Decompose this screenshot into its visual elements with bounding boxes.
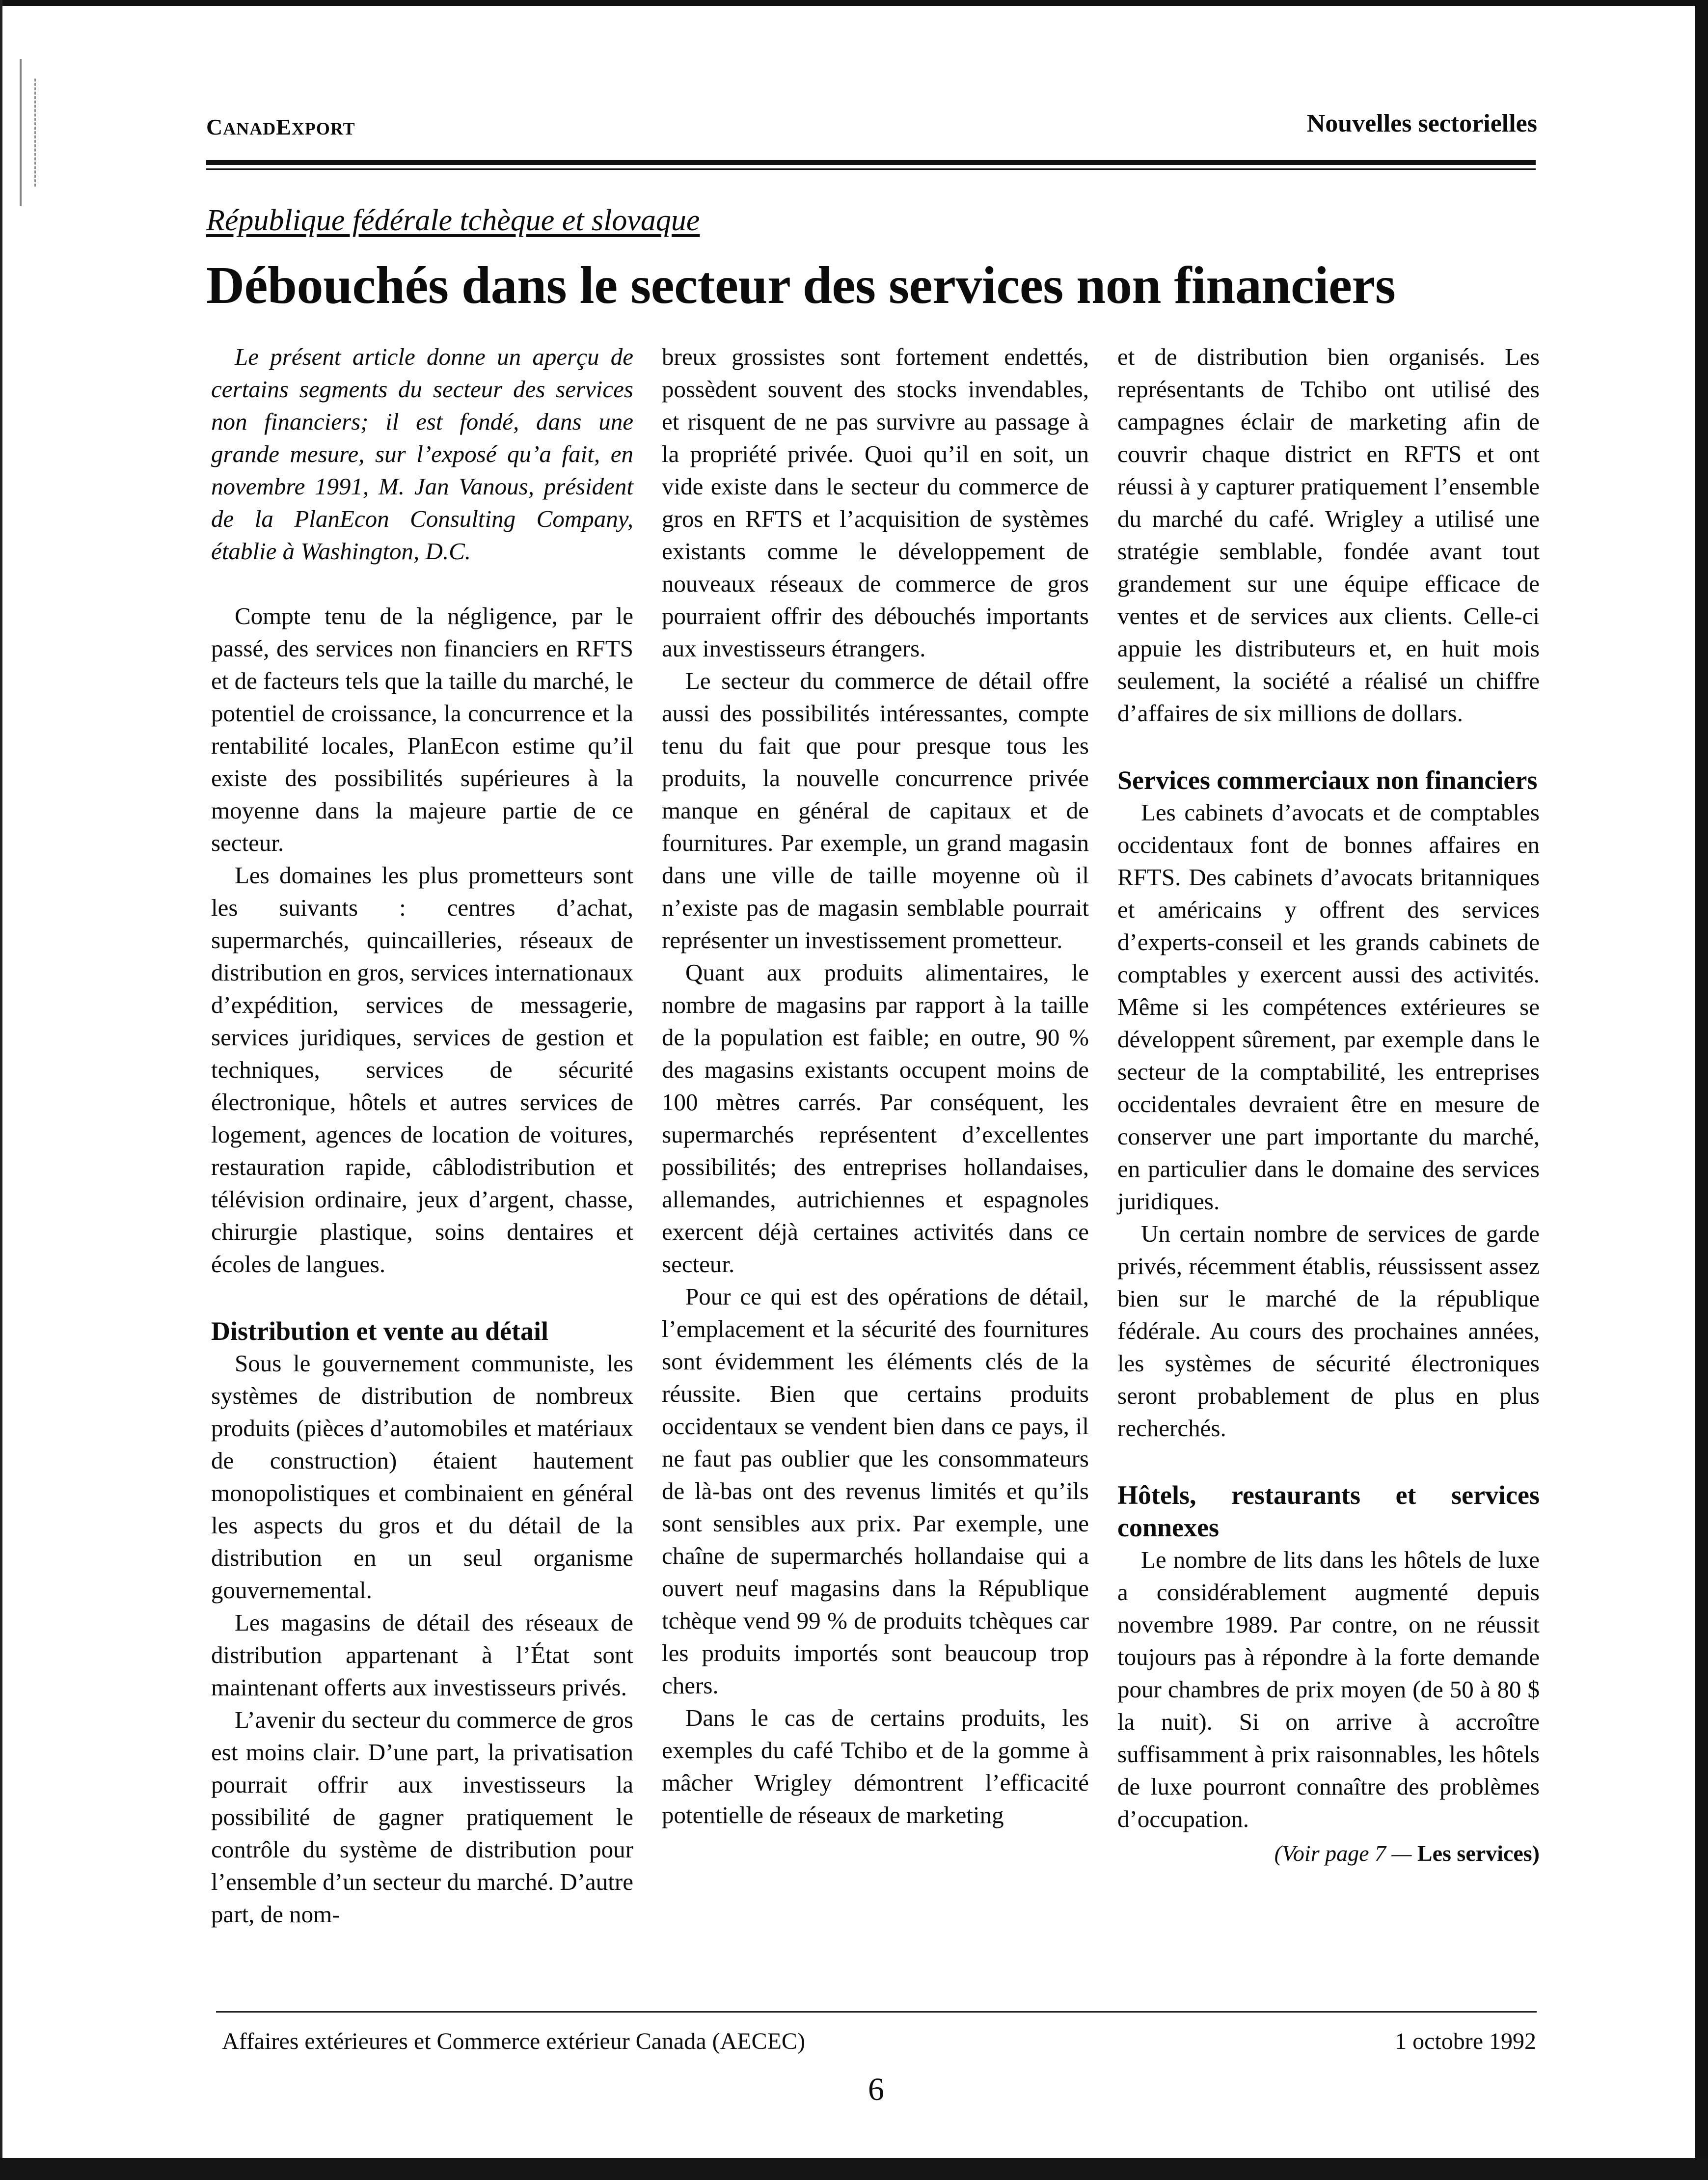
scan-border-left xyxy=(0,0,2,2180)
footer-rule xyxy=(216,2011,1537,2013)
body-paragraph: Dans le cas de certains produits, les exemples du café Tchibo et de la gomme à mâcher Wrigley démontrent l’efficacité potentielle de réseaux de marketing xyxy=(662,1704,1089,1828)
header-rule-thick xyxy=(206,160,1536,165)
article-kicker: République fédérale tchèque et slovaque xyxy=(206,204,700,237)
publication-name: CANADEXPORT xyxy=(206,114,355,139)
continued-on-page: (Voir page 7 — Les services) xyxy=(1274,1841,1540,1866)
scan-border-right xyxy=(1695,0,1708,2180)
body-paragraph: Le nombre de lits dans les hôtels de luxe a considérablement augmenté depuis novembre 1989. Par contre, on ne réussit toujours pas à répondre à la forte demande pour chambres de prix moyen (de 50 à 80 $ la nuit). Si on arrive à accroître suffisamment à prix raisonnables, les hôtels de luxe pourront connaître des problèmes d’occupation. xyxy=(1117,1546,1540,1832)
body-paragraph: L’avenir du secteur du commerce de gros est moins clair. D’une part, la privatisation pourrait offrir aux investisseurs la possibilité de gagner pratiquement le contrôle du système de distribution pour l’ensemble d’un secteur du marché. D’autre part, de nom- xyxy=(211,1706,633,1928)
body-paragraph-continued: et de distribution bien organisés. Les représentants de Tchibo ont utilisé des campagnes éclair de marketing afin de couvrir chaque district en RFTS et ont réussi à y capturer pratiquement l’ensemble du marché du café. Wrigley a utilisé une stratégie semblable, fondée avant tout grandement sur une équipe efficace de ventes et de services aux clients. Celle-ci appuie les distributeurs et, en huit mois seulement, la société a réalisé un chiffre d’affaires de six millions de dollars. xyxy=(1117,343,1540,727)
body-paragraph: Le secteur du commerce de détail offre aussi des possibilités intéressantes, compte tenu du fait que pour presque tous les produits, la nouvelle concurrence privée manque en général de capitaux et de fournitures. Par exemple, un grand magasin dans une ville de taille moyenne où il n’existe pas de magasin semblable pourrait représenter un investissement prometteur. xyxy=(662,667,1089,954)
body-paragraph: Un certain nombre de services de garde privés, récemment établis, réussissent assez bien sur le marché de la république fédérale. Au cours des prochaines années, les systèmes de sécurité électroniques seront probablement de plus en plus recherchés. xyxy=(1117,1220,1540,1442)
article-column-3 xyxy=(1117,341,1540,1870)
page-number: 6 xyxy=(868,2071,884,2107)
scan-border-bottom xyxy=(0,2158,1708,2180)
body-paragraph: Sous le gouvernement communiste, les systèmes de distribution de nombreux produits (pièces d’automobiles et matériaux de construction) étaient hautement monopolistiques et combinaient en général les aspects du gros et du détail de la distribution en un seul organisme gouvernemental. xyxy=(211,1350,633,1604)
article-title: Débouchés dans le secteur des services non financiers xyxy=(206,256,1396,315)
header-rule-thin xyxy=(206,168,1536,170)
body-paragraph: Les magasins de détail des réseaux de distribution appartenant à l’État sont maintenant offerts aux investisseurs privés. xyxy=(211,1609,633,1701)
article-column-1 xyxy=(211,341,633,1931)
scan-border-top xyxy=(0,0,1708,6)
article-column-2 xyxy=(662,341,1089,1831)
body-paragraph: Les cabinets d’avocats et de comptables occidentaux font de bonnes affaires en RFTS. Des cabinets d’avocats britanniques et américains y offrent des services d’experts-conseil et les grands cabinets de comptables y exercent aussi des activités. Même si les compétences extérieures se développent sûrement, par exemple dans le secteur de la comptabilité, les entreprises occidentales devraient être en mesure de conserver une part importante du marché, en particulier dans le domaine des services juridiques. xyxy=(1117,799,1540,1215)
body-paragraph-continued: breux grossistes sont fortement endettés, possèdent souvent des stocks invendables, et risquent de ne pas survivre au passage à la propriété privée. Quoi qu’il en soit, un vide existe dans le secteur du commerce de gros en RFTS et l’acquisition de systèmes existants comme le développement de nouveaux réseaux de commerce de gros pourraient offrir des débouchés importants aux investisseurs étrangers. xyxy=(662,343,1089,662)
footer-date: 1 octobre 1992 xyxy=(1395,2028,1536,2054)
article-intro: Le présent article donne un aperçu de certains segments du secteur des services non financiers; il est fondé, dans une grande mesure, sur l’exposé qu’a fait, en novembre 1991, M. Jan Vanous, président de la PlanEcon Consulting Company, établie à Washington, D.C. xyxy=(211,343,633,565)
body-paragraph: Pour ce qui est des opérations de détail, l’emplacement et la sécurité des fournitures sont évidemment les éléments clés de la réussite. Bien que certains produits occidentaux se vendent bien dans ce pays, il ne faut pas oublier que les consommateurs de là-bas ont des revenus limités et qu’ils sont sensibles aux prix. Par exemple, une chaîne de supermarchés hollandaise qui a ouvert neuf magasins dans la République tchèque vend 99 % de produits tchèques car les produits importés sont beaucoup trop chers. xyxy=(662,1283,1089,1699)
body-paragraph: Quant aux produits alimentaires, le nombre de magasins par rapport à la taille de la population est faible; en outre, 90 % des magasins existants occupent moins de 100 mètres carrés. Par conséquent, les supermarchés représentent d’excellentes possibilités; des entreprises hollandaises, allemandes, autrichiennes et espagnoles exercent déjà certaines activités dans ce secteur. xyxy=(662,959,1089,1278)
section-name: Nouvelles sectorielles xyxy=(1306,109,1537,137)
subheading-hotels: Hôtels, restaurants et services connexes xyxy=(1117,1480,1540,1542)
body-paragraph: Les domaines les plus prometteurs sont les suivants : centres d’achat, supermarchés, quincailleries, réseaux de distribution en gros, services internationaux d’expédition, services de messagerie, services juridiques, services de gestion et techniques, services de sécurité électronique, hôtels et autres services de logement, agences de location de voitures, restauration rapide, câblodistribution et télévision ordinaire, jeux d’argent, chasse, chirurgie plastique, soins dentaires et écoles de langues. xyxy=(211,862,633,1278)
subheading-commercial-services: Services commerciaux non financiers xyxy=(1117,765,1538,795)
body-paragraph: Compte tenu de la négligence, par le passé, des services non financiers en RFTS et de facteurs tels que la taille du marché, le potentiel de croissance, la concurrence et la rentabilité locales, PlanEcon estime qu’il existe des possibilités supérieures à la moyenne dans la majeure partie de ce secteur. xyxy=(211,602,633,856)
subheading-distribution: Distribution et vente au détail xyxy=(211,1316,548,1346)
scan-margin-marks-dashed xyxy=(34,79,41,187)
footer-organization: Affaires extérieures et Commerce extérieur Canada (AECEC) xyxy=(222,2028,805,2054)
